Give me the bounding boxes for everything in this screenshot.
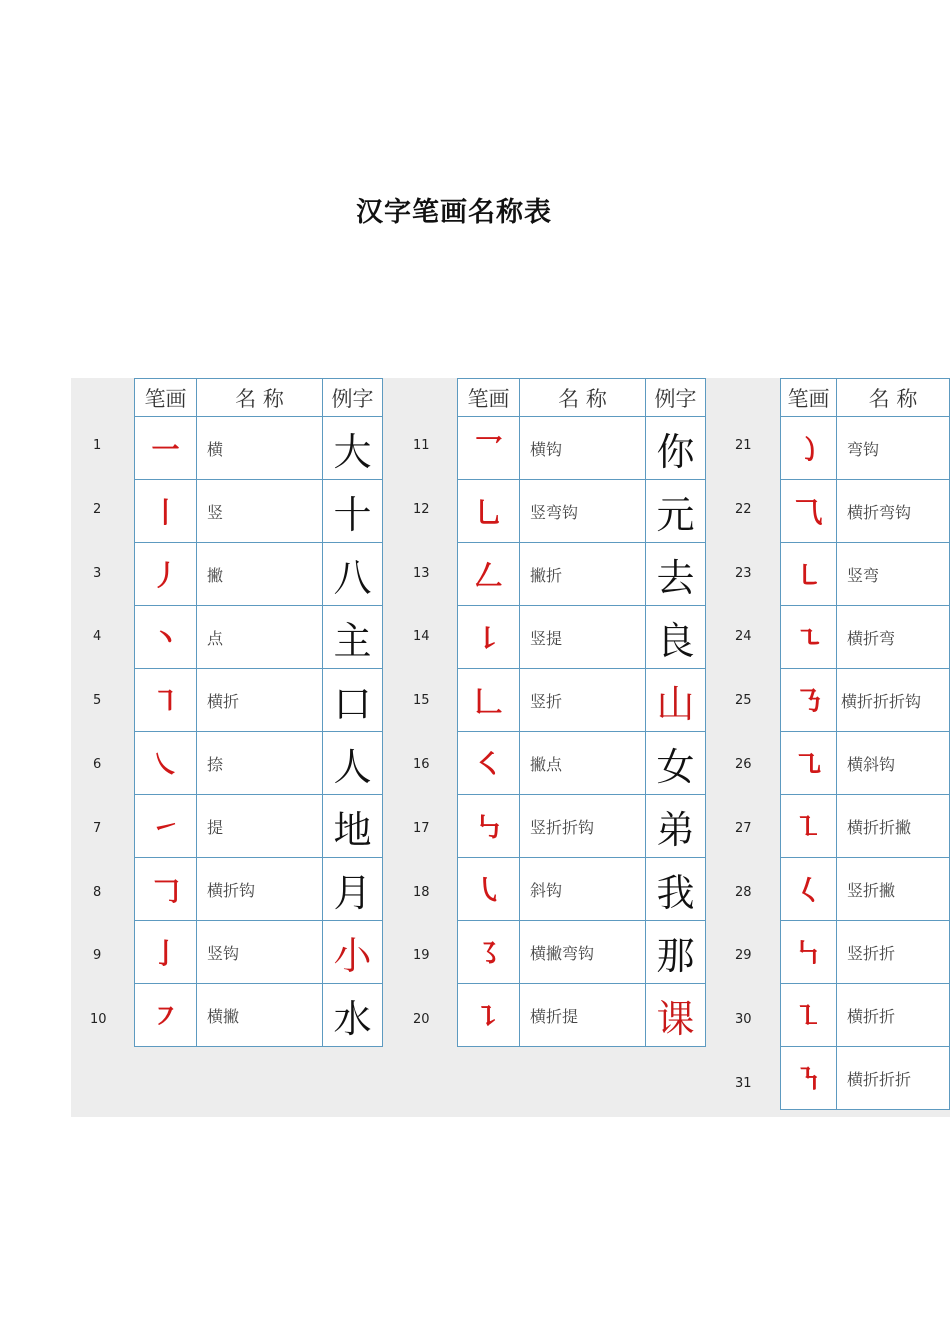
stroke-glyph: 𠃋	[458, 543, 520, 606]
stroke-glyph: ㇎	[781, 1047, 837, 1110]
table-row	[781, 1047, 950, 1110]
header-stroke: 笔画	[781, 379, 837, 417]
example-char: 小	[323, 921, 383, 984]
example-char: 八	[323, 543, 383, 606]
example-char: 你	[646, 417, 706, 480]
example-char: 口	[323, 669, 383, 732]
table-row	[781, 417, 950, 480]
table-row	[458, 543, 706, 606]
example-char: 主	[323, 606, 383, 669]
example-char: 良	[646, 606, 706, 669]
stroke-name: 横折钩	[197, 858, 323, 921]
row-number: 21	[735, 438, 752, 453]
row-number: 2	[93, 502, 102, 517]
stroke-glyph: 一	[135, 417, 197, 480]
table-row	[458, 921, 706, 984]
table-row	[135, 480, 383, 543]
header-name: 名 称	[197, 379, 323, 417]
row-number: 19	[413, 948, 430, 963]
table-row	[135, 795, 383, 858]
example-char: 人	[323, 732, 383, 795]
header-example: 例字	[323, 379, 383, 417]
stroke-glyph: 丨	[135, 480, 197, 543]
row-number: 9	[93, 948, 102, 963]
stroke-glyph: ㇡	[781, 669, 837, 732]
table-row	[458, 795, 706, 858]
stroke-glyph: ㇉	[458, 795, 520, 858]
stroke-glyph: ㇛	[458, 732, 520, 795]
stroke-name: 捺	[197, 732, 323, 795]
example-char: 大	[323, 417, 383, 480]
row-number: 23	[735, 566, 752, 581]
row-number: 5	[93, 693, 102, 708]
table-row	[135, 858, 383, 921]
table-row	[458, 732, 706, 795]
stroke-name: 横折	[197, 669, 323, 732]
stroke-glyph: 丿	[135, 543, 197, 606]
row-number: 20	[413, 1012, 430, 1027]
stroke-glyph: ㇍	[781, 606, 837, 669]
stroke-glyph: ㇁	[781, 417, 837, 480]
table-row	[458, 606, 706, 669]
stroke-table-3	[780, 378, 950, 1110]
row-number: 13	[413, 566, 430, 581]
row-number: 15	[413, 693, 430, 708]
table-row	[135, 543, 383, 606]
stroke-name: 横折折折	[836, 1047, 949, 1110]
table-row	[781, 543, 950, 606]
row-number: 8	[93, 885, 102, 900]
stroke-glyph: 丶	[135, 606, 197, 669]
header-stroke: 笔画	[135, 379, 197, 417]
stroke-name: 竖折折钩	[520, 795, 646, 858]
stroke-glyph: 乛	[458, 417, 520, 480]
row-number: 16	[413, 757, 430, 772]
stroke-glyph: ㇅	[781, 984, 837, 1047]
row-number: 29	[735, 948, 752, 963]
row-number: 22	[735, 502, 752, 517]
table-header-row	[781, 379, 950, 417]
stroke-name: 撇	[197, 543, 323, 606]
stroke-glyph: ㇈	[781, 732, 837, 795]
stroke-name: 横钩	[520, 417, 646, 480]
example-char: 山	[646, 669, 706, 732]
stroke-glyph: ㇅	[781, 795, 837, 858]
row-number: 17	[413, 821, 430, 836]
stroke-name: 横斜钩	[836, 732, 949, 795]
stroke-name: 撇折	[520, 543, 646, 606]
row-number: 30	[735, 1012, 752, 1027]
stroke-name: 弯钩	[836, 417, 949, 480]
table-header-row	[135, 379, 383, 417]
stroke-glyph: ㇕	[135, 669, 197, 732]
table-row	[135, 984, 383, 1047]
stroke-glyph: ㇙	[458, 606, 520, 669]
stroke-glyph: 𠃌	[135, 858, 197, 921]
row-number: 10	[90, 1012, 107, 1027]
stroke-name: 竖弯	[836, 543, 949, 606]
stroke-name: 竖钩	[197, 921, 323, 984]
example-char: 女	[646, 732, 706, 795]
table-header-row	[458, 379, 706, 417]
stroke-glyph: ㇇	[135, 984, 197, 1047]
stroke-glyph: ㇄	[781, 543, 837, 606]
stroke-glyph: ㇀	[135, 795, 197, 858]
row-number: 6	[93, 757, 102, 772]
table-row	[135, 669, 383, 732]
example-char: 弟	[646, 795, 706, 858]
table-row	[781, 795, 950, 858]
example-char: 十	[323, 480, 383, 543]
stroke-name: 竖	[197, 480, 323, 543]
row-number: 24	[735, 629, 752, 644]
row-number: 31	[735, 1076, 752, 1091]
stroke-name: 横折提	[520, 984, 646, 1047]
row-number: 26	[735, 757, 752, 772]
example-char: 那	[646, 921, 706, 984]
stroke-name: 点	[197, 606, 323, 669]
stroke-glyph: 亅	[135, 921, 197, 984]
example-char: 去	[646, 543, 706, 606]
example-char: 地	[323, 795, 383, 858]
stroke-glyph: ㇂	[458, 858, 520, 921]
table-row	[135, 606, 383, 669]
stroke-table-2	[457, 378, 706, 1047]
example-char: 元	[646, 480, 706, 543]
header-example: 例字	[646, 379, 706, 417]
row-number: 28	[735, 885, 752, 900]
table-row	[135, 732, 383, 795]
header-name: 名 称	[520, 379, 646, 417]
stroke-glyph: ㇊	[458, 984, 520, 1047]
stroke-name: 提	[197, 795, 323, 858]
row-number: 12	[413, 502, 430, 517]
row-number: 7	[93, 821, 102, 836]
row-number: 1	[93, 438, 102, 453]
row-number: 3	[93, 566, 102, 581]
row-number: 18	[413, 885, 430, 900]
row-number: 27	[735, 821, 752, 836]
stroke-name: 撇点	[520, 732, 646, 795]
stroke-name: 竖折撇	[836, 858, 949, 921]
example-char: 月	[323, 858, 383, 921]
table-row	[458, 984, 706, 1047]
table-row	[458, 669, 706, 732]
table-row	[781, 480, 950, 543]
table-row	[458, 480, 706, 543]
header-stroke: 笔画	[458, 379, 520, 417]
stroke-name: 竖折折	[836, 921, 949, 984]
table-row	[781, 669, 950, 732]
stroke-name: 横折折撇	[836, 795, 949, 858]
stroke-name: 竖折	[520, 669, 646, 732]
table-row	[781, 858, 950, 921]
example-char: 水	[323, 984, 383, 1047]
header-name: 名 称	[836, 379, 949, 417]
example-char: 我	[646, 858, 706, 921]
stroke-name: 横	[197, 417, 323, 480]
stroke-name: 横撇	[197, 984, 323, 1047]
stroke-name: 竖弯钩	[520, 480, 646, 543]
stroke-name: 横折弯	[836, 606, 949, 669]
stroke-name: 横折折	[836, 984, 949, 1047]
stroke-glyph: ㇌	[458, 921, 520, 984]
stroke-name: 横折弯钩	[836, 480, 949, 543]
stroke-name: 横折折折钩	[836, 669, 949, 732]
example-char: 课	[646, 984, 706, 1047]
row-number: 14	[413, 629, 430, 644]
row-number: 4	[93, 629, 102, 644]
stroke-name: 竖提	[520, 606, 646, 669]
row-number: 11	[413, 438, 430, 453]
page-title: 汉字笔画名称表	[356, 197, 552, 228]
stroke-glyph: 𠃊	[458, 669, 520, 732]
stroke-glyph: ㇞	[781, 921, 837, 984]
stroke-table-1	[134, 378, 383, 1047]
table-row	[135, 921, 383, 984]
table-row	[781, 606, 950, 669]
table-row	[458, 417, 706, 480]
stroke-table-panel	[71, 378, 950, 1117]
stroke-glyph: 𡿨	[781, 858, 837, 921]
stroke-glyph: 乚	[458, 480, 520, 543]
table-row	[135, 417, 383, 480]
stroke-glyph: ⺄	[781, 480, 837, 543]
table-row	[781, 921, 950, 984]
row-number: 25	[735, 693, 752, 708]
stroke-glyph: ㇏	[135, 732, 197, 795]
table-row	[781, 732, 950, 795]
table-row	[781, 984, 950, 1047]
stroke-name: 横撇弯钩	[520, 921, 646, 984]
table-row	[458, 858, 706, 921]
stroke-name: 斜钩	[520, 858, 646, 921]
